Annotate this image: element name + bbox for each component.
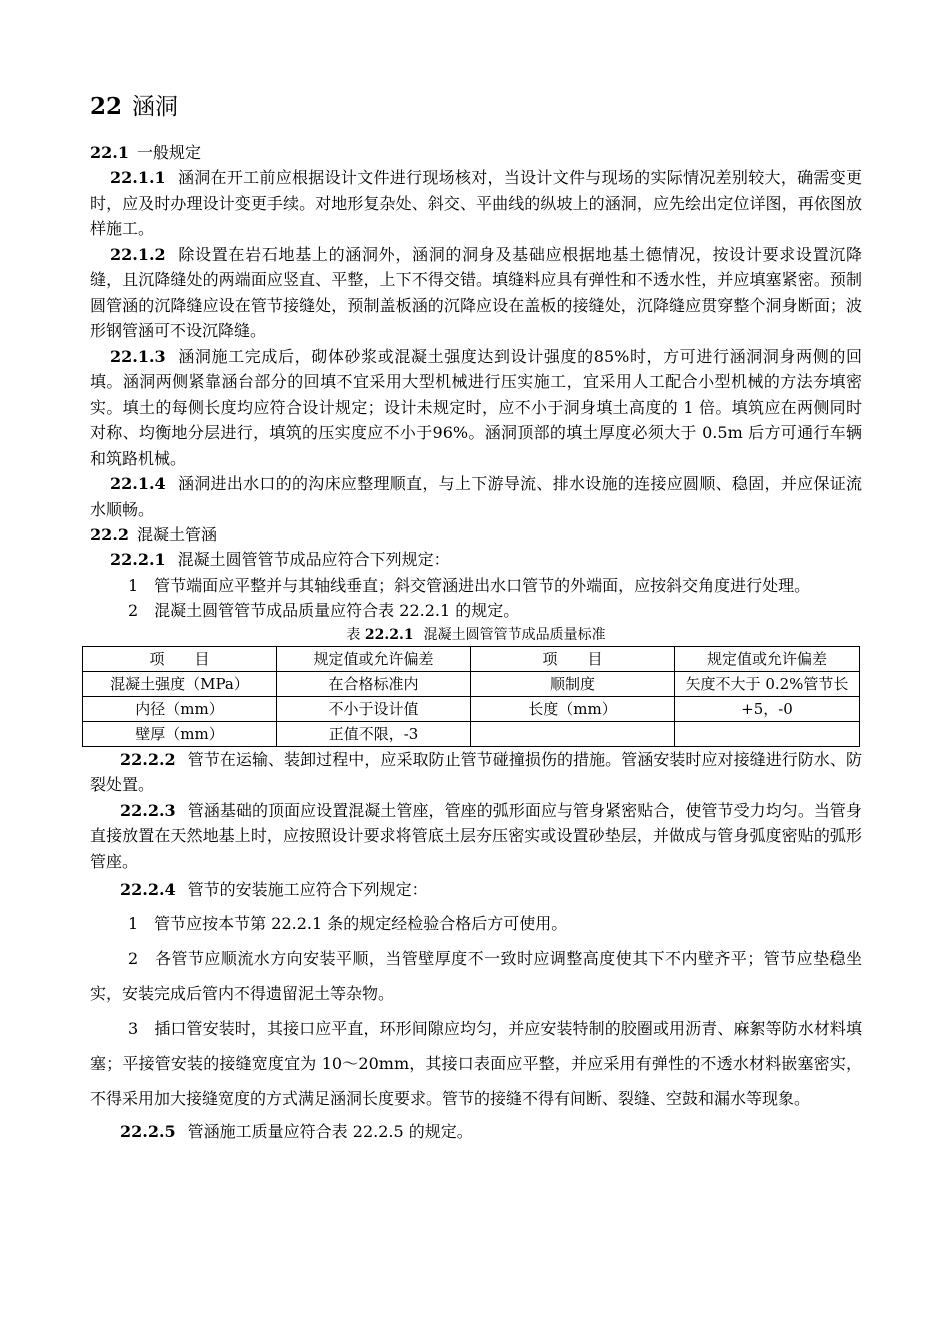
table-cell: 内径（mm） [83,696,277,721]
quality-standard-table [82,646,860,747]
caption-title: 混凝土圆管管节成品质量标准 [423,626,606,643]
clause-text: 涵洞进出水口的的沟床应整理顺直，与上下游导流、排水设施的连接应圆顺、稳固，并应保证流水顺畅。 [90,474,862,519]
table-header-cell: 规定值或允许偏差 [277,646,471,671]
section-heading-22-1 [90,140,862,165]
clause-22-2-2 [90,747,862,798]
clause-number: 22.1.3 [110,346,166,366]
table-cell: +5，-0 [675,696,860,721]
table-cell: 不小于设计值 [277,696,471,721]
clause-text: 管节在运输、装卸过程中，应采取防止管节碰撞损伤的措施。管涵安装时应对接缝进行防水、防裂处置。 [90,749,862,794]
table-caption [90,624,862,646]
clause-22-2-3 [90,798,862,875]
clause-text: 除设置在岩石地基上的涵洞外，涵洞的洞身及基础应根据地基土德情况，按设计要求设置沉降缝，且沉降缝处的两端面应竖直、平整，上下不得交错。填缝料应具有弹性和不透水性，并应填塞紧密。预制圆管涵的沉降缝应设在管节接缝处，预制盖板涵的沉降应设在盖板的接缝处，沉降缝应贯穿整个洞身断面；波形钢管涵可不设沉降缝。 [90,244,862,340]
document-page [90,92,862,1148]
section-heading-22-2 [90,522,862,547]
table-header-cell: 项 目 [83,646,277,671]
table-cell [675,721,860,746]
caption-prefix: 表 [346,626,361,643]
clause-text: 管涵基础的顶面应设置混凝土管座，管座的弧形面应与管身紧密贴合，使管节受力均匀。当管身直接放置在天然地基上时，应按照设计要求将管底土层夯压密实或设置砂垫层，并做成与管身弧度密贴的弧形管座。 [90,800,862,871]
clause-number: 22.2.2 [120,749,176,769]
table-cell: 矢度不大于 0.2%管节长 [675,671,860,696]
chapter-title: 涵洞 [132,94,179,120]
list-item: 1 管节端面应平整并与其轴线垂直；斜交管涵进出水口管节的外端面，应按斜交角度进行处理。 [128,575,811,595]
clause-22-1-2 [90,242,862,344]
table-cell: 正值不限，-3 [277,721,471,746]
table-cell: 长度（mm） [471,696,675,721]
caption-number: 22.2.1 [364,626,414,643]
clause-text: 涵洞施工完成后，砌体砂浆或混凝土强度达到设计强度的85%时，方可进行涵洞洞身两侧的回填。涵洞两侧紧靠涵台部分的回填不宜采用大型机械进行压实施工，宜采用人工配合小型机械的方法夯填密实。填土的每侧长度均应符合设计规定；设计未规定时，应不小于洞身填土高度的 1 倍。填筑应在两侧同时对称、均衡地分层进行，填筑的压实度应不小于96%。涵洞顶部的填土厚度必须大于 0.5m 后方可通行车辆和筑路机械。 [90,346,862,468]
table-header-row [83,646,860,671]
table-cell [471,721,675,746]
table-row [83,671,860,696]
clause-22-2-4 [90,874,862,906]
clause-number: 22.2.4 [120,880,176,899]
clause-text: 涵洞在开工前应根据设计文件进行现场核对，当设计文件与现场的实际情况差别较大，确需变更时，应及时办理设计变更手续。对地形复杂处、斜交、平曲线的纵坡上的涵洞，应先绘出定位详图，再依图放样施工。 [90,168,862,238]
section-title: 混凝土管涵 [136,525,217,544]
table-cell: 顺制度 [471,671,675,696]
list-item: 1 管节应按本节第 22.2.1 条的规定经检验合格后方可使用。 [128,914,568,933]
clause-number: 22.1.4 [110,474,166,493]
table-header-cell: 项 目 [471,646,675,671]
clause-22-2-5 [90,1116,862,1148]
table-row [83,696,860,721]
clause-22-1-4 [90,471,862,522]
list-item: 3 插口管安装时，其接口应平直，环形间隙应均匀，并应安装特制的胶圈或用沥青、麻絮等防水材料填塞；平接管安装的接缝宽度宜为 10～20mm，其接口表面应平整，并应采用有弹性的不透水材料嵌塞密实，不得采用加大接缝宽度的方式满足涵洞长度要求。管节的接缝不得有间断、裂缝、空鼓和漏水等现象。 [90,1019,862,1108]
list-item: 2 混凝土圆管管节成品质量应符合表 22.2.1 的规定。 [128,601,520,620]
clause-22-1-3 [90,344,862,472]
table-cell: 混凝土强度（MPa） [83,671,277,696]
section-number: 22.2 [90,525,129,544]
chapter-number: 22 [90,93,123,120]
table-cell: 壁厚（mm） [83,721,277,746]
table-row [83,721,860,746]
clause-number: 22.1.2 [110,244,166,264]
clause-number: 22.2.5 [120,1122,176,1141]
section-title: 一般规定 [136,143,201,162]
clause-text: 管涵施工质量应符合表 22.2.5 的规定。 [187,1122,473,1141]
clause-22-2-4-items [90,906,862,1116]
clause-22-2-1 [90,547,862,573]
table-cell: 在合格标准内 [277,671,471,696]
table-header-cell: 规定值或允许偏差 [675,646,860,671]
clause-number: 22.2.1 [110,550,166,569]
chapter-heading [90,92,862,122]
clause-number: 22.2.3 [120,800,176,820]
list-item: 2 各管节应顺流水方向安装平顺，当管壁厚度不一致时应调整高度使其下不内壁齐平；管节应垫稳坐实，安装完成后管内不得遗留泥土等杂物。 [90,949,862,1003]
section-number: 22.1 [90,143,129,162]
clause-text: 混凝土圆管管节成品应符合下列规定： [177,550,450,569]
clause-text: 管节的安装施工应符合下列规定： [187,880,428,899]
clause-number: 22.1.1 [110,168,166,187]
clause-22-1-1 [90,165,862,242]
